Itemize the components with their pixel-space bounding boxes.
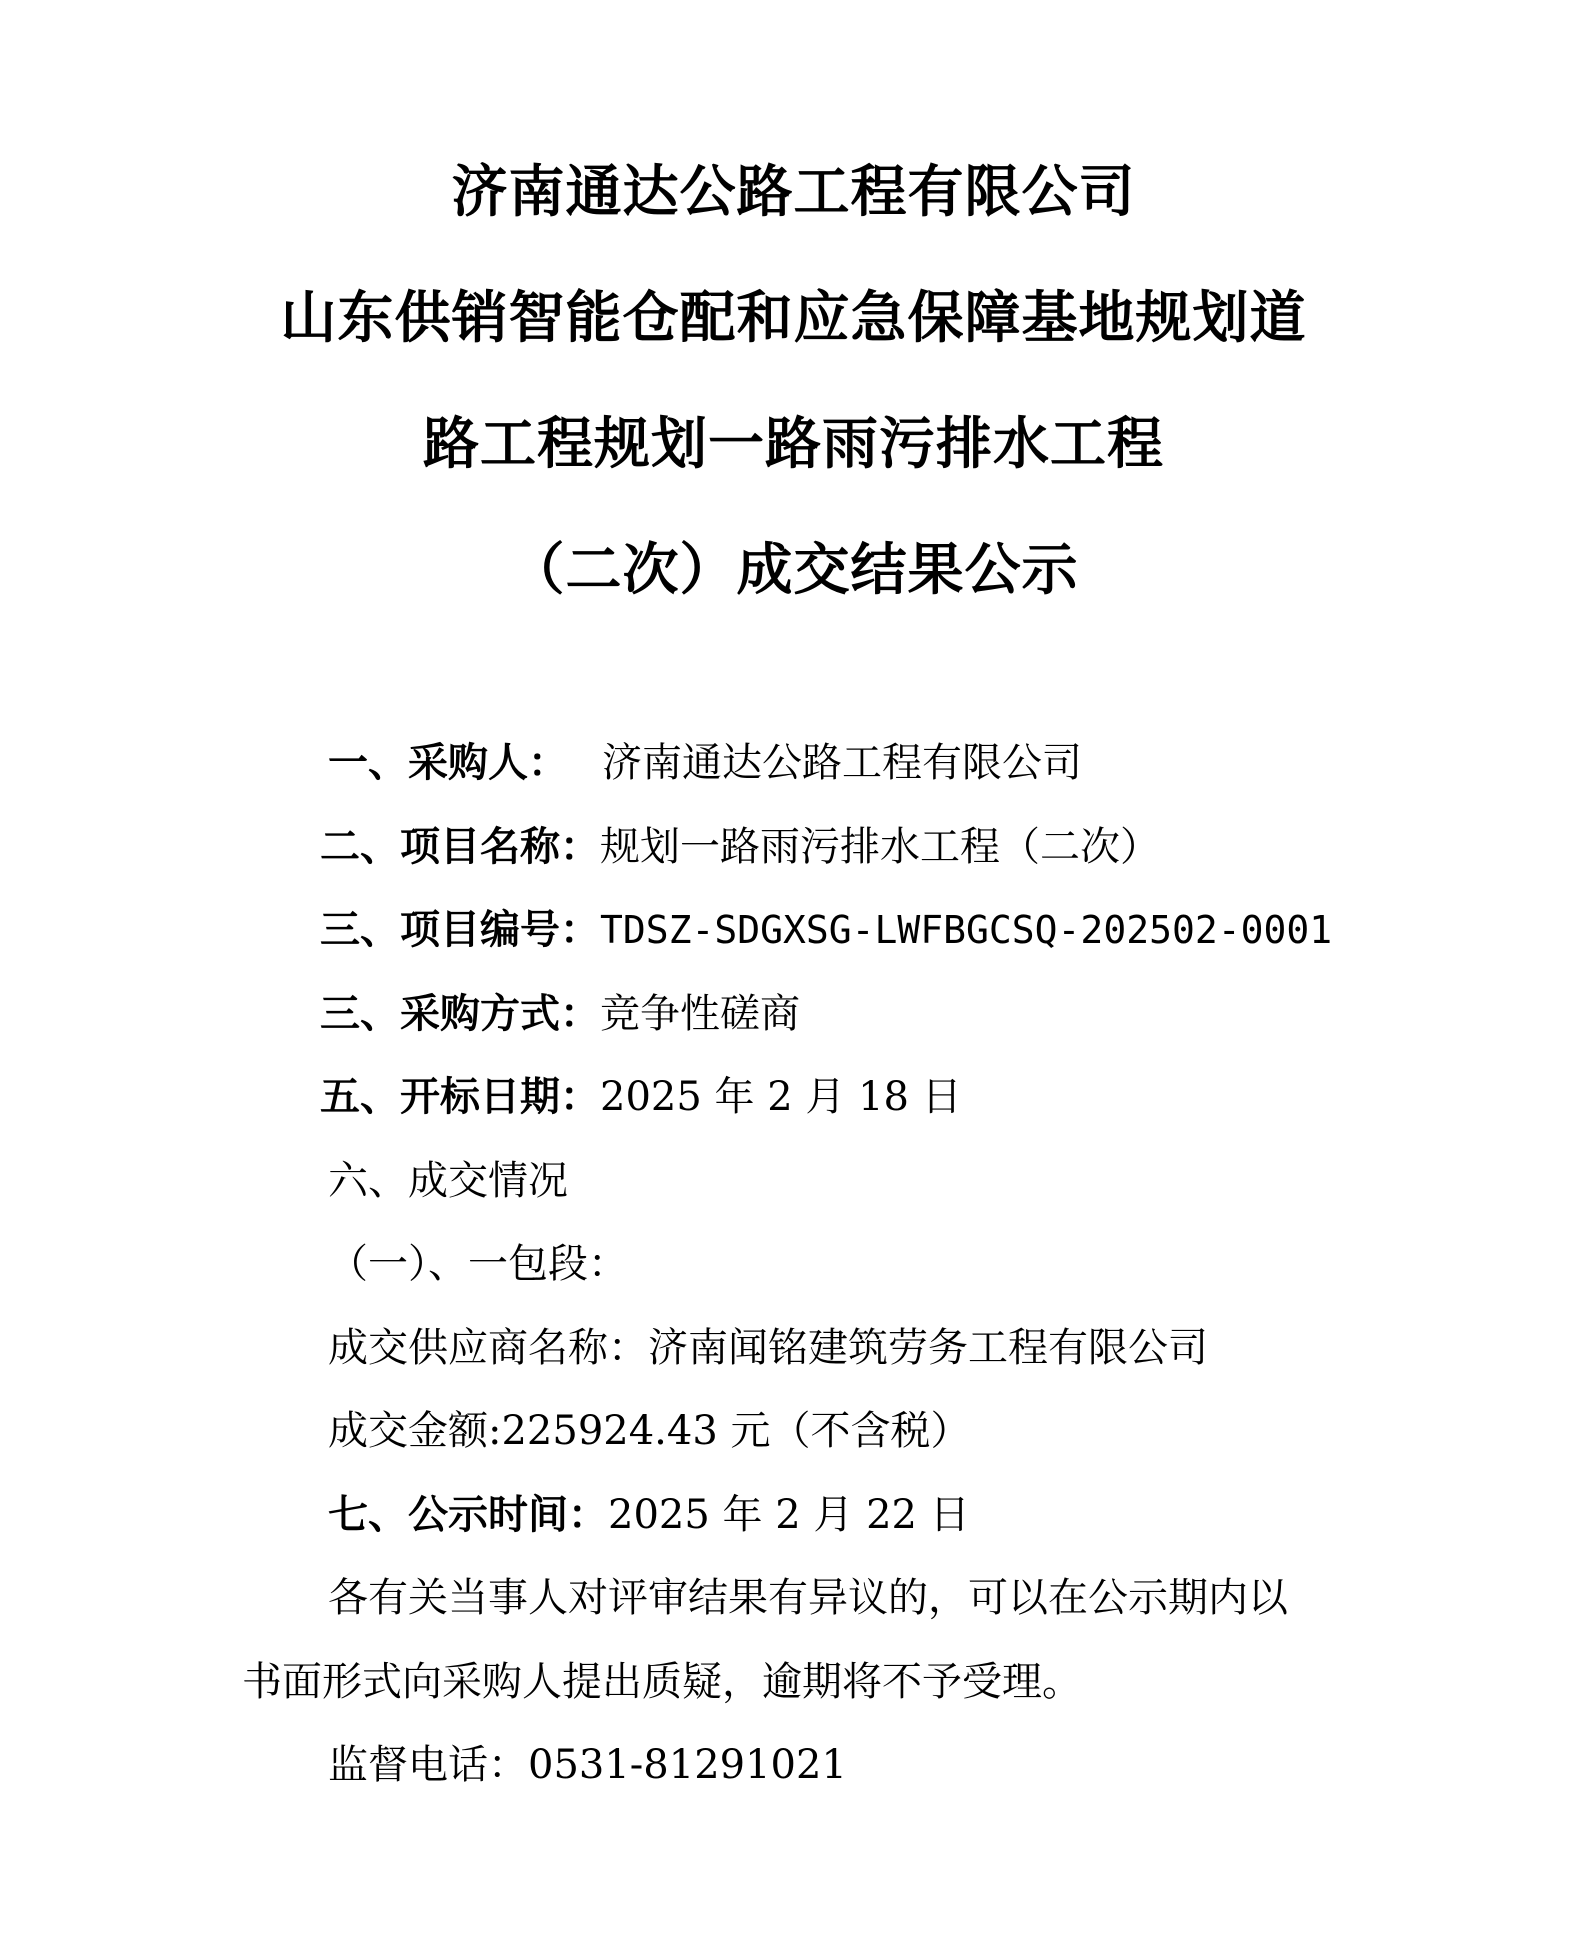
- publicity-time-value: 2025 年 2 月 22 日: [608, 1492, 970, 1538]
- opening-date-value: 2025 年 2 月 18 日: [600, 1074, 962, 1120]
- opening-date-label: 五、开标日期：: [320, 1074, 600, 1120]
- supervision-phone-row: [328, 1739, 847, 1791]
- project-number-label: 三、项目编号：: [320, 907, 600, 953]
- project-number-row: [320, 904, 1332, 956]
- title-line-1: 济南通达公路工程有限公司: [451, 160, 1136, 225]
- deal-label: 六、成交情况: [328, 1158, 568, 1204]
- lot-heading: [328, 1238, 628, 1290]
- purchaser-value: 济南通达公路工程有限公司: [602, 740, 1082, 786]
- opening-date-row: [320, 1071, 962, 1123]
- lot-label: （一）、一包段：: [328, 1241, 628, 1287]
- project-name-label: 二、项目名称：: [320, 824, 600, 870]
- procurement-method-label: 三、采购方式：: [320, 991, 600, 1037]
- supervision-phone-text: 监督电话：0531-81291021: [328, 1742, 847, 1788]
- objection-text-2: 书面形式向采购人提出质疑，逾期将不予受理。: [242, 1659, 1082, 1705]
- title-line-4: （二次）成交结果公示: [508, 538, 1079, 603]
- project-number-value: TDSZ-SDGXSG-LWFBGCSQ-202502-0001: [600, 908, 1333, 952]
- purchaser-row: [328, 737, 1082, 789]
- deal-section-heading: [328, 1155, 568, 1207]
- objection-text-1: 各有关当事人对评审结果有异议的，可以在公示期内以: [328, 1575, 1288, 1621]
- title-line-2: 山东供销智能仓配和应急保障基地规划道: [280, 286, 1307, 351]
- purchaser-label: 一、采购人：: [328, 740, 568, 786]
- title-line-3: 路工程规划一路雨污排水工程: [423, 412, 1164, 477]
- project-name-value: 规划一路雨污排水工程（二次）: [600, 824, 1160, 870]
- objection-line-1: [328, 1572, 1288, 1624]
- amount-text: 成交金额:225924.43 元（不含税）: [328, 1408, 971, 1454]
- publicity-time-row: [328, 1489, 970, 1541]
- procurement-method-row: [320, 988, 800, 1040]
- procurement-method-value: 竞争性磋商: [600, 991, 800, 1037]
- publicity-time-label: 七、公示时间：: [328, 1492, 608, 1538]
- project-name-row: [320, 821, 1160, 873]
- supplier-text: 成交供应商名称：济南闻铭建筑劳务工程有限公司: [328, 1325, 1208, 1371]
- amount-row: [328, 1405, 971, 1457]
- supplier-row: [328, 1322, 1208, 1374]
- objection-line-2: [242, 1656, 1082, 1708]
